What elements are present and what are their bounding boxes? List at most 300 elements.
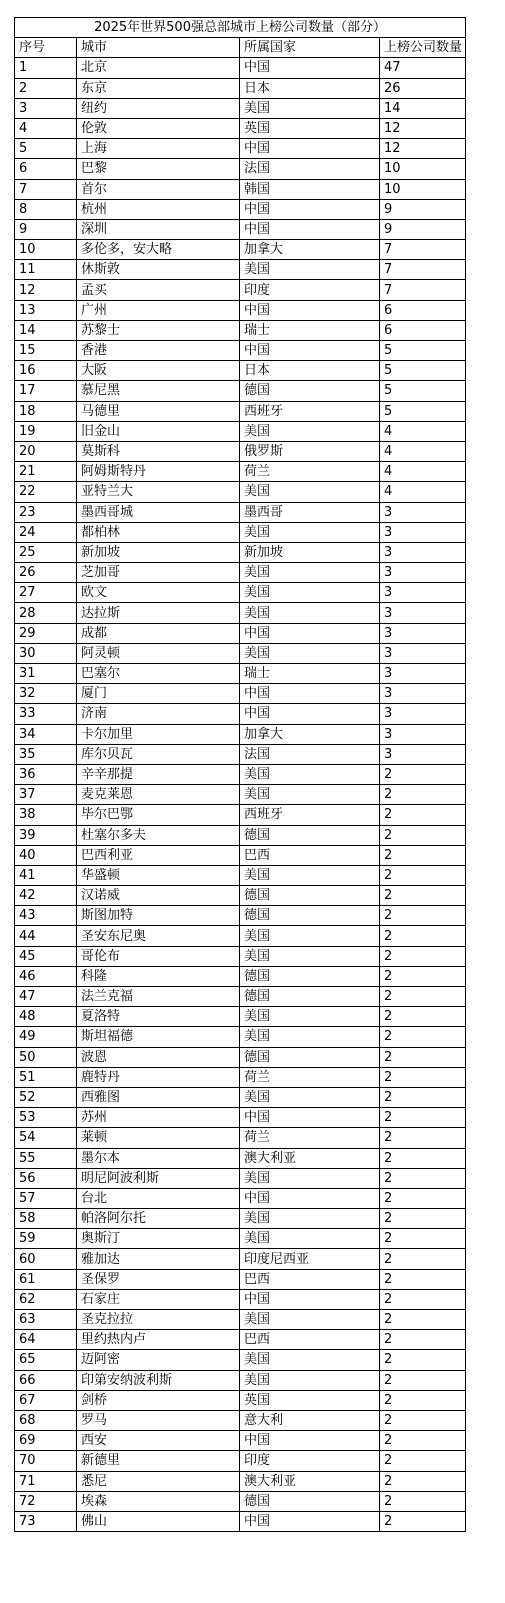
table-row — [15, 1390, 466, 1410]
cell-index: 20 — [15, 441, 77, 461]
table-row — [15, 1350, 466, 1370]
cell-city: 北京 — [77, 58, 240, 78]
cell-country: 俄罗斯 — [240, 441, 380, 461]
cell-city: 阿姆斯特丹 — [77, 462, 240, 482]
cell-count: 6 — [380, 300, 466, 320]
table-row — [15, 865, 466, 885]
cell-country: 美国 — [240, 522, 380, 542]
cell-index: 51 — [15, 1067, 77, 1087]
cell-city: 鹿特丹 — [77, 1067, 240, 1087]
cell-city: 悉尼 — [77, 1471, 240, 1491]
cell-index: 19 — [15, 421, 77, 441]
table-row — [15, 825, 466, 845]
cell-index: 7 — [15, 179, 77, 199]
cell-country: 印度尼西亚 — [240, 1249, 380, 1269]
cell-count: 3 — [380, 664, 466, 684]
cell-city: 巴黎 — [77, 159, 240, 179]
cell-city: 帕洛阿尔托 — [77, 1209, 240, 1229]
cell-city: 多伦多，安大略 — [77, 240, 240, 260]
cell-country: 德国 — [240, 906, 380, 926]
cell-index: 62 — [15, 1289, 77, 1309]
table-row — [15, 1209, 466, 1229]
cell-city: 苏黎士 — [77, 320, 240, 340]
table-row — [15, 1229, 466, 1249]
cell-country: 中国 — [240, 684, 380, 704]
cell-city: 巴西利亚 — [77, 845, 240, 865]
table-row — [15, 1108, 466, 1128]
cell-city: 孟买 — [77, 280, 240, 300]
cell-country: 巴西 — [240, 1330, 380, 1350]
table-row — [15, 320, 466, 340]
cell-city: 纽约 — [77, 98, 240, 118]
cell-country: 英国 — [240, 118, 380, 138]
table-title: 2025年世界500强总部城市上榜公司数量（部分） — [15, 18, 466, 38]
cell-index: 23 — [15, 502, 77, 522]
cell-country: 日本 — [240, 78, 380, 98]
cell-count: 2 — [380, 1471, 466, 1491]
cell-index: 4 — [15, 118, 77, 138]
cell-index: 50 — [15, 1047, 77, 1067]
cell-index: 15 — [15, 341, 77, 361]
cell-country: 美国 — [240, 482, 380, 502]
cell-city: 休斯敦 — [77, 260, 240, 280]
cell-index: 17 — [15, 381, 77, 401]
cell-country: 德国 — [240, 987, 380, 1007]
cell-count: 2 — [380, 845, 466, 865]
cell-index: 55 — [15, 1148, 77, 1168]
cell-city: 苏州 — [77, 1108, 240, 1128]
cell-city: 辛辛那提 — [77, 764, 240, 784]
cell-country: 美国 — [240, 563, 380, 583]
cell-index: 66 — [15, 1370, 77, 1390]
header-row — [15, 38, 466, 58]
table-row — [15, 1007, 466, 1027]
cell-city: 莱顿 — [77, 1128, 240, 1148]
table-row — [15, 159, 466, 179]
cell-count: 2 — [380, 1027, 466, 1047]
cell-index: 67 — [15, 1390, 77, 1410]
cell-count: 2 — [380, 966, 466, 986]
cell-count: 26 — [380, 78, 466, 98]
cell-country: 荷兰 — [240, 1128, 380, 1148]
cell-index: 38 — [15, 805, 77, 825]
cell-count: 3 — [380, 623, 466, 643]
table-row — [15, 260, 466, 280]
table-row — [15, 1451, 466, 1471]
cell-city: 斯坦福德 — [77, 1027, 240, 1047]
spreadsheet-table-container — [14, 17, 465, 1532]
cell-count: 2 — [380, 1188, 466, 1208]
cell-index: 10 — [15, 240, 77, 260]
table-row — [15, 1027, 466, 1047]
cell-country: 德国 — [240, 966, 380, 986]
table-row — [15, 1471, 466, 1491]
cell-city: 伦敦 — [77, 118, 240, 138]
cell-city: 上海 — [77, 139, 240, 159]
cell-city: 圣保罗 — [77, 1269, 240, 1289]
cell-index: 70 — [15, 1451, 77, 1471]
table-row — [15, 179, 466, 199]
cell-city: 印第安纳波利斯 — [77, 1370, 240, 1390]
cell-country: 德国 — [240, 825, 380, 845]
cell-country: 新加坡 — [240, 542, 380, 562]
cell-city: 马德里 — [77, 401, 240, 421]
table-row — [15, 361, 466, 381]
cell-country: 中国 — [240, 1188, 380, 1208]
cell-country: 巴西 — [240, 845, 380, 865]
cell-count: 2 — [380, 1491, 466, 1511]
cell-count: 2 — [380, 1128, 466, 1148]
cell-index: 37 — [15, 785, 77, 805]
cell-city: 法兰克福 — [77, 987, 240, 1007]
cell-index: 21 — [15, 462, 77, 482]
cell-city: 石家庄 — [77, 1289, 240, 1309]
cell-country: 意大利 — [240, 1410, 380, 1430]
cell-country: 法国 — [240, 744, 380, 764]
cell-country: 德国 — [240, 1491, 380, 1511]
cell-index: 27 — [15, 583, 77, 603]
cell-city: 汉诺威 — [77, 886, 240, 906]
cell-country: 荷兰 — [240, 462, 380, 482]
cell-count: 3 — [380, 744, 466, 764]
cell-country: 日本 — [240, 361, 380, 381]
cell-count: 2 — [380, 1229, 466, 1249]
cell-city: 亚特兰大 — [77, 482, 240, 502]
table-row — [15, 1491, 466, 1511]
table-row — [15, 401, 466, 421]
cell-count: 7 — [380, 260, 466, 280]
cell-city: 新加坡 — [77, 542, 240, 562]
cell-country: 美国 — [240, 1370, 380, 1390]
table-row — [15, 1370, 466, 1390]
ranking-table — [14, 17, 466, 1532]
cell-city: 西雅图 — [77, 1087, 240, 1107]
cell-index: 28 — [15, 603, 77, 623]
cell-city: 厦门 — [77, 684, 240, 704]
table-row — [15, 280, 466, 300]
cell-city: 墨尔本 — [77, 1148, 240, 1168]
cell-index: 32 — [15, 684, 77, 704]
cell-country: 德国 — [240, 381, 380, 401]
cell-count: 9 — [380, 219, 466, 239]
cell-city: 杜塞尔多夫 — [77, 825, 240, 845]
table-row — [15, 1128, 466, 1148]
cell-city: 奥斯汀 — [77, 1229, 240, 1249]
cell-index: 9 — [15, 219, 77, 239]
cell-city: 哥伦布 — [77, 946, 240, 966]
table-row — [15, 441, 466, 461]
cell-city: 圣克拉拉 — [77, 1310, 240, 1330]
cell-country: 中国 — [240, 300, 380, 320]
cell-index: 40 — [15, 845, 77, 865]
cell-city: 深圳 — [77, 219, 240, 239]
cell-count: 2 — [380, 906, 466, 926]
cell-index: 30 — [15, 643, 77, 663]
cell-city: 佛山 — [77, 1511, 240, 1531]
cell-country: 荷兰 — [240, 1067, 380, 1087]
cell-city: 波恩 — [77, 1047, 240, 1067]
table-row — [15, 421, 466, 441]
cell-country: 中国 — [240, 199, 380, 219]
cell-city: 库尔贝瓦 — [77, 744, 240, 764]
cell-country: 瑞士 — [240, 320, 380, 340]
table-row — [15, 58, 466, 78]
cell-index: 18 — [15, 401, 77, 421]
cell-country: 澳大利亚 — [240, 1471, 380, 1491]
cell-city: 济南 — [77, 704, 240, 724]
cell-count: 2 — [380, 1249, 466, 1269]
cell-country: 中国 — [240, 139, 380, 159]
cell-country: 中国 — [240, 219, 380, 239]
cell-index: 49 — [15, 1027, 77, 1047]
cell-index: 69 — [15, 1431, 77, 1451]
cell-city: 罗马 — [77, 1410, 240, 1430]
cell-index: 59 — [15, 1229, 77, 1249]
cell-count: 7 — [380, 240, 466, 260]
cell-count: 2 — [380, 1431, 466, 1451]
cell-count: 2 — [380, 1330, 466, 1350]
cell-count: 4 — [380, 441, 466, 461]
cell-country: 澳大利亚 — [240, 1148, 380, 1168]
cell-city: 科隆 — [77, 966, 240, 986]
cell-city: 新德里 — [77, 1451, 240, 1471]
table-row — [15, 583, 466, 603]
cell-country: 中国 — [240, 1289, 380, 1309]
cell-count: 2 — [380, 1148, 466, 1168]
cell-country: 中国 — [240, 1431, 380, 1451]
table-row — [15, 1249, 466, 1269]
cell-city: 明尼阿波利斯 — [77, 1168, 240, 1188]
cell-country: 德国 — [240, 1047, 380, 1067]
cell-count: 2 — [380, 1269, 466, 1289]
cell-count: 3 — [380, 704, 466, 724]
cell-count: 2 — [380, 1007, 466, 1027]
cell-index: 52 — [15, 1087, 77, 1107]
table-row — [15, 240, 466, 260]
cell-count: 3 — [380, 603, 466, 623]
cell-country: 美国 — [240, 1310, 380, 1330]
cell-count: 5 — [380, 361, 466, 381]
cell-count: 2 — [380, 1067, 466, 1087]
cell-count: 2 — [380, 785, 466, 805]
cell-index: 11 — [15, 260, 77, 280]
cell-country: 中国 — [240, 58, 380, 78]
table-row — [15, 1168, 466, 1188]
cell-count: 47 — [380, 58, 466, 78]
cell-city: 麦克莱恩 — [77, 785, 240, 805]
table-row — [15, 522, 466, 542]
table-row — [15, 1188, 466, 1208]
table-row — [15, 906, 466, 926]
cell-country: 加拿大 — [240, 240, 380, 260]
cell-index: 72 — [15, 1491, 77, 1511]
table-row — [15, 199, 466, 219]
cell-country: 美国 — [240, 1350, 380, 1370]
table-row — [15, 684, 466, 704]
cell-country: 中国 — [240, 1108, 380, 1128]
table-row — [15, 98, 466, 118]
table-row — [15, 1269, 466, 1289]
cell-index: 58 — [15, 1209, 77, 1229]
cell-count: 2 — [380, 1350, 466, 1370]
table-row — [15, 300, 466, 320]
cell-country: 中国 — [240, 341, 380, 361]
cell-country: 西班牙 — [240, 401, 380, 421]
cell-country: 美国 — [240, 1168, 380, 1188]
cell-index: 35 — [15, 744, 77, 764]
cell-count: 3 — [380, 583, 466, 603]
table-row — [15, 764, 466, 784]
cell-index: 31 — [15, 664, 77, 684]
header-index: 序号 — [15, 38, 77, 58]
table-row — [15, 1289, 466, 1309]
cell-city: 雅加达 — [77, 1249, 240, 1269]
cell-index: 36 — [15, 764, 77, 784]
cell-index: 34 — [15, 724, 77, 744]
cell-city: 杭州 — [77, 199, 240, 219]
cell-count: 2 — [380, 1108, 466, 1128]
cell-count: 2 — [380, 1289, 466, 1309]
cell-country: 加拿大 — [240, 724, 380, 744]
cell-city: 埃森 — [77, 1491, 240, 1511]
cell-city: 圣安东尼奥 — [77, 926, 240, 946]
table-row — [15, 1087, 466, 1107]
cell-count: 2 — [380, 946, 466, 966]
table-row — [15, 643, 466, 663]
cell-city: 都柏林 — [77, 522, 240, 542]
table-row — [15, 1310, 466, 1330]
table-row — [15, 987, 466, 1007]
table-row — [15, 542, 466, 562]
table-row — [15, 603, 466, 623]
cell-count: 14 — [380, 98, 466, 118]
cell-country: 瑞士 — [240, 664, 380, 684]
cell-index: 13 — [15, 300, 77, 320]
table-row — [15, 1047, 466, 1067]
table-row — [15, 1410, 466, 1430]
table-row — [15, 563, 466, 583]
cell-count: 10 — [380, 179, 466, 199]
cell-count: 7 — [380, 280, 466, 300]
table-row — [15, 724, 466, 744]
cell-city: 芝加哥 — [77, 563, 240, 583]
cell-country: 印度 — [240, 280, 380, 300]
table-row — [15, 1067, 466, 1087]
cell-index: 41 — [15, 865, 77, 885]
header-country: 所属国家 — [240, 38, 380, 58]
cell-index: 45 — [15, 946, 77, 966]
cell-count: 3 — [380, 502, 466, 522]
cell-city: 慕尼黑 — [77, 381, 240, 401]
cell-index: 71 — [15, 1471, 77, 1491]
cell-country: 西班牙 — [240, 805, 380, 825]
cell-count: 2 — [380, 825, 466, 845]
cell-index: 16 — [15, 361, 77, 381]
cell-country: 美国 — [240, 865, 380, 885]
cell-count: 2 — [380, 987, 466, 1007]
cell-count: 2 — [380, 1511, 466, 1531]
cell-count: 3 — [380, 522, 466, 542]
cell-count: 3 — [380, 542, 466, 562]
cell-country: 美国 — [240, 603, 380, 623]
cell-country: 韩国 — [240, 179, 380, 199]
cell-index: 73 — [15, 1511, 77, 1531]
cell-count: 4 — [380, 462, 466, 482]
cell-count: 2 — [380, 926, 466, 946]
cell-count: 5 — [380, 341, 466, 361]
cell-city: 剑桥 — [77, 1390, 240, 1410]
cell-index: 26 — [15, 563, 77, 583]
cell-city: 里约热内卢 — [77, 1330, 240, 1350]
table-row — [15, 502, 466, 522]
cell-city: 西安 — [77, 1431, 240, 1451]
cell-count: 2 — [380, 1390, 466, 1410]
header-city: 城市 — [77, 38, 240, 58]
table-row — [15, 118, 466, 138]
cell-index: 60 — [15, 1249, 77, 1269]
cell-city: 夏洛特 — [77, 1007, 240, 1027]
table-row — [15, 946, 466, 966]
cell-index: 44 — [15, 926, 77, 946]
cell-count: 2 — [380, 805, 466, 825]
table-row — [15, 219, 466, 239]
cell-count: 2 — [380, 1047, 466, 1067]
cell-country: 美国 — [240, 785, 380, 805]
table-row — [15, 381, 466, 401]
cell-index: 6 — [15, 159, 77, 179]
cell-city: 巴塞尔 — [77, 664, 240, 684]
cell-count: 5 — [380, 381, 466, 401]
cell-city: 达拉斯 — [77, 603, 240, 623]
cell-index: 42 — [15, 886, 77, 906]
cell-country: 印度 — [240, 1451, 380, 1471]
cell-city: 台北 — [77, 1188, 240, 1208]
cell-city: 阿灵顿 — [77, 643, 240, 663]
cell-index: 2 — [15, 78, 77, 98]
cell-city: 迈阿密 — [77, 1350, 240, 1370]
cell-index: 65 — [15, 1350, 77, 1370]
cell-count: 3 — [380, 563, 466, 583]
cell-index: 25 — [15, 542, 77, 562]
table-row — [15, 1330, 466, 1350]
cell-country: 美国 — [240, 583, 380, 603]
table-row — [15, 462, 466, 482]
cell-count: 2 — [380, 1087, 466, 1107]
cell-city: 毕尔巴鄂 — [77, 805, 240, 825]
cell-count: 10 — [380, 159, 466, 179]
cell-count: 4 — [380, 482, 466, 502]
cell-count: 2 — [380, 1168, 466, 1188]
cell-city: 欧文 — [77, 583, 240, 603]
table-row — [15, 845, 466, 865]
cell-city: 成都 — [77, 623, 240, 643]
table-row — [15, 704, 466, 724]
cell-country: 美国 — [240, 764, 380, 784]
cell-city: 斯图加特 — [77, 906, 240, 926]
table-row — [15, 78, 466, 98]
cell-country: 美国 — [240, 1007, 380, 1027]
cell-index: 33 — [15, 704, 77, 724]
cell-index: 3 — [15, 98, 77, 118]
cell-country: 中国 — [240, 623, 380, 643]
table-row — [15, 886, 466, 906]
cell-city: 华盛顿 — [77, 865, 240, 885]
cell-city: 香港 — [77, 341, 240, 361]
cell-count: 2 — [380, 1209, 466, 1229]
cell-count: 12 — [380, 139, 466, 159]
cell-index: 1 — [15, 58, 77, 78]
table-row — [15, 623, 466, 643]
